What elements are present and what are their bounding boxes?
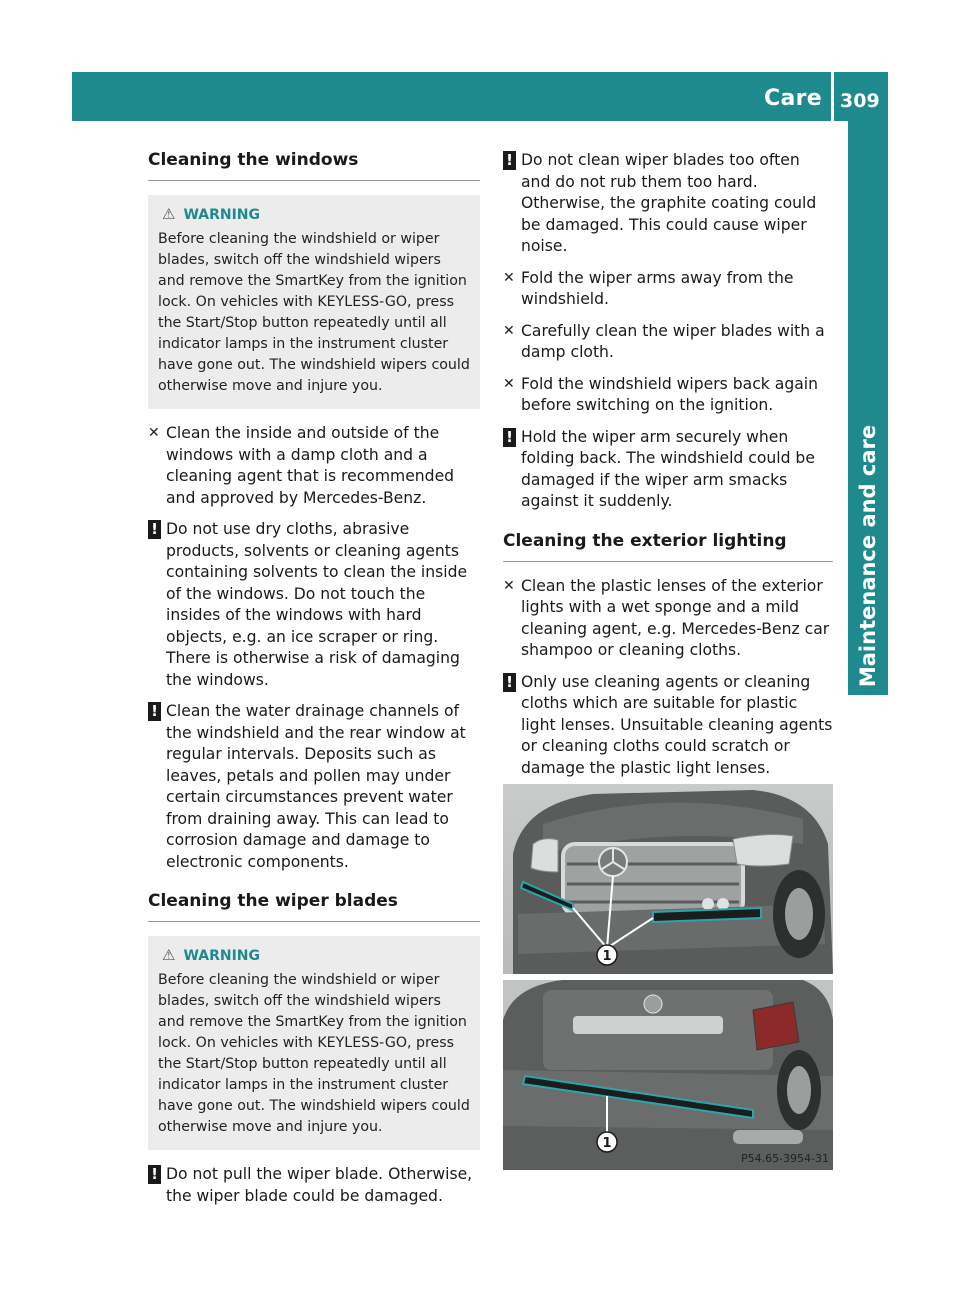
- arrow-right-icon: ✕: [503, 577, 515, 594]
- note-text: Do not use dry cloths, abrasive products, solvents or cleaning agents containing solvents to clean the inside of the windows. Do not touch the insides of the windows with hard objects, e.g. an ice scraper or ring. There is otherwise a risk of damaging the windows.: [166, 520, 468, 689]
- page-number: 309: [840, 90, 880, 112]
- wheel-rim: [787, 1066, 811, 1114]
- step-text: Fold the wiper arms away from the windshield.: [521, 268, 794, 308]
- callout-number: 1: [602, 1136, 612, 1151]
- headlight-right: [733, 835, 793, 866]
- arrow-right-icon: ✕: [503, 375, 515, 392]
- chrome-trim: [573, 1016, 723, 1034]
- warning-triangle-icon: ⚠: [162, 946, 176, 964]
- warning-text: Before cleaning the windshield or wiper blades, switch off the windshield wipers and remove the SmartKey from the ignition lock. On vehicles with KEYLESS-GO, press the Start/Stop button repeatedly until all indicator lamps in the instrument cluster have gone out. The windshield wipers could otherwise move and injure you.: [158, 972, 470, 1135]
- warning-text: Before cleaning the windshield or wiper blades, switch off the windshield wipers and remove the SmartKey from the ignition lock. On vehicles with KEYLESS-GO, press the Start/Stop button repeatedly until all indicator lamps in the instrument cluster have gone out. The windshield wipers could otherwise move and injure you.: [158, 231, 470, 394]
- note: [503, 672, 833, 780]
- rear-bumper-photo: [503, 980, 833, 1170]
- fog-lamp: [702, 898, 714, 910]
- instruction-step: [503, 374, 833, 417]
- instruction-step: [503, 268, 833, 311]
- step-text: Clean the inside and outside of the windows with a damp cloth and a cleaning agent that is recommended and approved by Mercedes-Benz.: [166, 424, 455, 507]
- front-bumper-photo: [503, 784, 833, 974]
- arrow-right-icon: ✕: [148, 425, 160, 441]
- header-separator: [831, 72, 834, 121]
- note-text: Hold the wiper arm securely when folding back. The windshield could be damaged if the wiper arm smacks against it suddenly.: [521, 427, 815, 510]
- warning-box: [148, 936, 480, 1150]
- note: [148, 519, 480, 691]
- instruction-step: [503, 321, 833, 364]
- warning-label: WARNING: [183, 207, 261, 223]
- note: [503, 427, 833, 513]
- warning-label: WARNING: [183, 948, 261, 964]
- exhaust: [733, 1130, 803, 1144]
- tail-light: [753, 1002, 799, 1050]
- section-title-exterior-lighting: Cleaning the exterior lighting: [503, 531, 833, 562]
- arrow-right-icon: ✕: [503, 322, 515, 339]
- note-text: Do not pull the wiper blade. Otherwise, the wiper blade could be damaged.: [166, 1165, 473, 1205]
- chapter-title: Care: [764, 86, 822, 111]
- exclamation-icon: !: [503, 428, 516, 447]
- note-text: Clean the water drainage channels of the windshield and the rear window at regular intervals. Deposits such as leaves, petals and pollen may under certain circumstances prevent water from draining away. This can lead to corrosion damage and damage to electronic components.: [166, 702, 466, 871]
- side-tab-label: Maintenance and care: [856, 424, 880, 688]
- instruction-step: [503, 576, 833, 662]
- left-column: [148, 150, 480, 1217]
- note: [503, 150, 833, 258]
- section-title-wiper-blades: Cleaning the wiper blades: [148, 891, 480, 922]
- sensor-figure: [503, 784, 833, 1170]
- figure-code: P54.65-3954-31: [740, 1152, 829, 1165]
- mercedes-star-icon: [644, 995, 662, 1013]
- exclamation-icon: !: [148, 520, 161, 539]
- wheel-rim: [785, 888, 813, 940]
- step-text: Carefully clean the wiper blades with a damp cloth.: [521, 321, 825, 361]
- headlight-left: [531, 839, 558, 872]
- note-text: Do not clean wiper blades too often and do not rub them too hard. Otherwise, the graphite coating could be damaged. This could cause wiper noise.: [521, 151, 817, 255]
- note-text: Only use cleaning agents or cleaning cloths which are suitable for plastic light lenses. Unsuitable cleaning agents or cleaning cloths could scratch or damage the plastic light lenses.: [521, 672, 833, 777]
- exclamation-icon: !: [148, 1165, 161, 1184]
- exclamation-icon: !: [148, 702, 161, 721]
- exclamation-icon: !: [503, 673, 516, 692]
- arrow-right-icon: ✕: [503, 269, 515, 286]
- warning-box: [148, 195, 480, 409]
- warning-header: [158, 205, 472, 223]
- note: [148, 701, 480, 873]
- step-text: Fold the windshield wipers back again before switching on the ignition.: [521, 374, 818, 414]
- right-column: [503, 150, 833, 842]
- section-title-windows: Cleaning the windows: [148, 150, 480, 181]
- fog-lamp: [717, 898, 729, 910]
- warning-header: [158, 946, 472, 964]
- callout-number: 1: [602, 949, 612, 964]
- step-text: Clean the plastic lenses of the exterior lights with a wet sponge and a mild cleaning agent, e.g. Mercedes-Benz car shampoo or cleaning cloths.: [521, 576, 830, 659]
- exclamation-icon: !: [503, 151, 516, 170]
- instruction-step: [148, 423, 480, 509]
- warning-triangle-icon: ⚠: [162, 205, 176, 223]
- note: [148, 1164, 480, 1207]
